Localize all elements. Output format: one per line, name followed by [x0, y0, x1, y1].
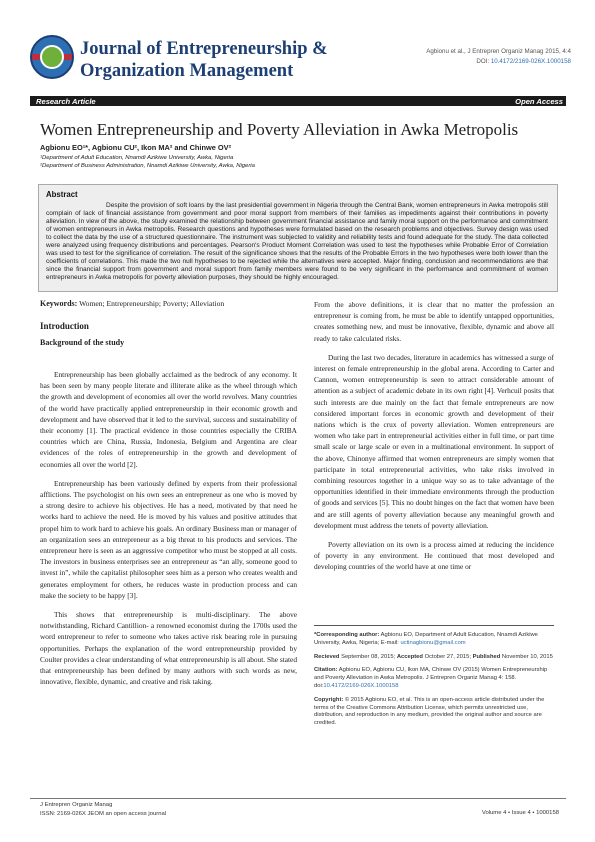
- body-paragraph: Poverty alleviation on its own is a process aimed at reducing the incidence of poverty in any environment. He continued that most developed and developing countries of the world have at one time or: [314, 540, 554, 572]
- journal-logo: [30, 35, 74, 79]
- article-type-band: [30, 96, 566, 106]
- left-column-body: [40, 369, 297, 695]
- keywords-text: Women; Entrepreneurship; Poverty; Alleviation: [79, 299, 225, 308]
- journal-title-line2: Organization Management: [80, 61, 294, 81]
- keywords: [40, 299, 224, 308]
- section-heading-introduction: Introduction: [40, 321, 89, 331]
- copyright-note: Copyright: © 2015 Agbionu EO, et al. This is an open-access article distributed under the terms of the Creative Commons Attribution License, which permits unrestricted use, distribution, and reproduction in any medium, provided the original author and source are credited.: [314, 696, 545, 727]
- right-column-body: [314, 299, 554, 581]
- body-paragraph: Entrepreneurship has been variously defined by experts from their professional afflictions. The psychologist on his own sees an entrepreneur as one who is moved by a strong desire to achieve his objectives. He has a need, motivated by that need he works hard to achieve the need. He is moved by his values and positive attitudes that propel him to work hard to achieve his goals. An ordinary Business man or manager of an organization sees an entrepreneur as a big threat to his products and services. The entrepreneur here is seen as an aggressive competitor who must be stopped at all costs. The investors in business enterprises see an entrepreneur as “an ally, someone good to invest in”, while the capitalist philosopher sees him as a person who creates wealth and generates employment for others, he reduces waste in production process and can make the society to be happy [3].: [40, 478, 297, 600]
- footer-issn: ISSN: 2169-026X JEOM an open access journal: [40, 810, 167, 817]
- journal-title: [80, 38, 370, 82]
- footer-divider: [30, 798, 566, 799]
- open-access-label: Open Access: [515, 96, 563, 106]
- abstract-heading: Abstract: [46, 190, 78, 199]
- affiliation-1: ¹Department of Adult Education, Nnamdi Azikiwe University, Awka, Nigeria: [40, 155, 234, 161]
- footer-journal-name: J Entrepren Organiz Manag: [40, 802, 113, 808]
- citation-doi-link[interactable]: 10.4172/2169-026X.1000158: [323, 682, 399, 689]
- header-citation-block: [426, 47, 571, 67]
- header-citation: Agbionu et al., J Entrepren Organiz Manag 2015, 4:4: [426, 48, 571, 55]
- header-doi-link[interactable]: 10.4172/2169-026X.1000158: [490, 58, 571, 65]
- article-type-label: Research Article: [36, 96, 96, 106]
- body-paragraph: From the above definitions, it is clear that no matter the profession an entrepreneur is coming from, he must be able to identify untapped opportunities, creates something new, and must be innovative, flexible, dynamic and above all ready to take calculated risks.: [314, 300, 554, 343]
- header-doi: DOI: 10.4172/2169-026X.1000158: [476, 58, 571, 65]
- correspondence-block: [314, 632, 556, 734]
- footer-volume-info: Volume 4 • Issue 4 • 1000158: [481, 810, 559, 816]
- citation-note: Citation: Agbionu EO, Agbionu CU, Ikon MA, Chinwe OV (2015) Women Entrepreneurship and Poverty Alleviation in Awka Metropolis. J Entrepren Organiz Manag 4: 158. doi:10.4172/2169-026X.1000158: [314, 667, 548, 689]
- body-paragraph: Entrepreneurship has been globally acclaimed as the bedrock of any economy. It has been seen by many people literate and illiterate alike as the wheel through which the growth and development of economies all over the world revolves. Many countries of the world have practically applied entrepreneurship in their economic growth and development and have observed that it led to the survival, success and sustainability of their economy [1]. The practical evidence in those countries especially the CRIBA countries which are China, Russia, Indonesia, Belgium and Argentina are clear evidences of the roles of entrepreneurship in the growth and development of economies all over the world [2].: [40, 370, 297, 469]
- article-title: Women Entrepreneurship and Poverty Alleviation in Awka Metropolis: [40, 120, 519, 139]
- body-paragraph: During the last two decades, literature in academics has witnessed a surge of interest on female entrepreneurship in the global arena. According to Carter and Cannon, women entrepreneurship is seen to attract considerable amount of attention as a subject of academic debate in its own right [4]. Verhcuil posits that such interests are due mainly on the fact that female entrepreneurs are now considered important forces in economic growth and development of their nations which is the crux of poverty alleviation. Women entrepreneurs are women who take part in entrepreneurial activities either in full time, or part time small scale or large scale or even in a multinational environment. In support of the above, Chinonye affirmed that women entrepreneurs are simply women that participate in total entrepreneurial activities, who take risks involved in combining resources together in a unique way so as to take advantage of the opportunities identified in their immediate environments through the production of goods and services [5]. This no doubt hinges on the fact that women have been and are still agents of poverty alleviation because any meaningful growth and development must address the tenets of poverty alleviation.: [314, 352, 554, 530]
- author-email-link[interactable]: uctinagbionu@gmail.com: [400, 639, 466, 646]
- journal-title-line1: Journal of Entrepreneurship &: [80, 39, 328, 59]
- corresponding-author: *Corresponding author: Agbionu EO, Department of Adult Education, Nnamdi Azikiwe University, Awka, Nigeria; E-mail: uctinagbionu@gmail.com: [314, 632, 538, 646]
- author-list: Agbionu EO¹*, Agbionu CU², Ikon MA² and Chinwe OV²: [40, 143, 232, 152]
- body-paragraph: This shows that entrepreneurship is multi-disciplinary. The above notwithstanding, Richard Cantillion- a renowned economist during the 1700s used the word entrepreneur to refer to someone who takes active risk bearing role in pursuing opportunities. Perhaps the explanation of the word entrepreneurship provided by Coulter provides a clear understanding of what entrepreneurship is all about. She stated that entrepreneurship has been defined by many authors with such words as new, innovative, flexible, dynamic, and creative and risk taking.: [40, 610, 297, 687]
- received-dates: Recieved September 08, 2015; Accepted October 27, 2015; Published November 10, 2015: [314, 653, 553, 660]
- subsection-heading-background: Background of the study: [40, 338, 125, 347]
- abstract-text: Despite the provision of soft loans by the last presidential government in Nigeria through the Central Bank, women entrepreneurs in Awka metropolis still complain of lack of financial assistance from government and poor moral support from members of their families as impediments against their contributions in poverty alleviation. In view of the above, the study examined the relationship between government financial assistance and family moral support on the performance and commitment of women entrepreneurs in Awka metropolis. Research questions and hypotheses were formulated based on the research problems and objectives. Survey design was used to collect the data by the use of a structured questionnaire. The instrument was subjected to validity and reliability tests and found adequate for the study. The data collected were analyzed using frequency distributions and percentages. Pearson's Product Moment Correlation was used to test the hypotheses while Probable Error of Correlation was used to test for the significance of correlation. The result of the significance shows that the results of the Probable Errors in the two hypotheses were both lower than the coefficients of correlations. This made the two null hypotheses to be rejected while the alternatives were accepted. Major finding, conclusion and recommendations are that since the financial support from government and moral support from family members were found to be very significant in the performance and commitment of women entrepreneurs in Awka metropolis for poverty alleviation purposes, they should be highly encouraged.: [46, 202, 548, 282]
- correspondence-divider: [314, 625, 554, 626]
- affiliation-2: ²Department of Business Administration, Nnamdi Azikiwe University, Awka, Nigeria: [40, 163, 255, 169]
- footer-journal-info: [40, 801, 166, 818]
- keywords-label: Keywords:: [40, 299, 78, 308]
